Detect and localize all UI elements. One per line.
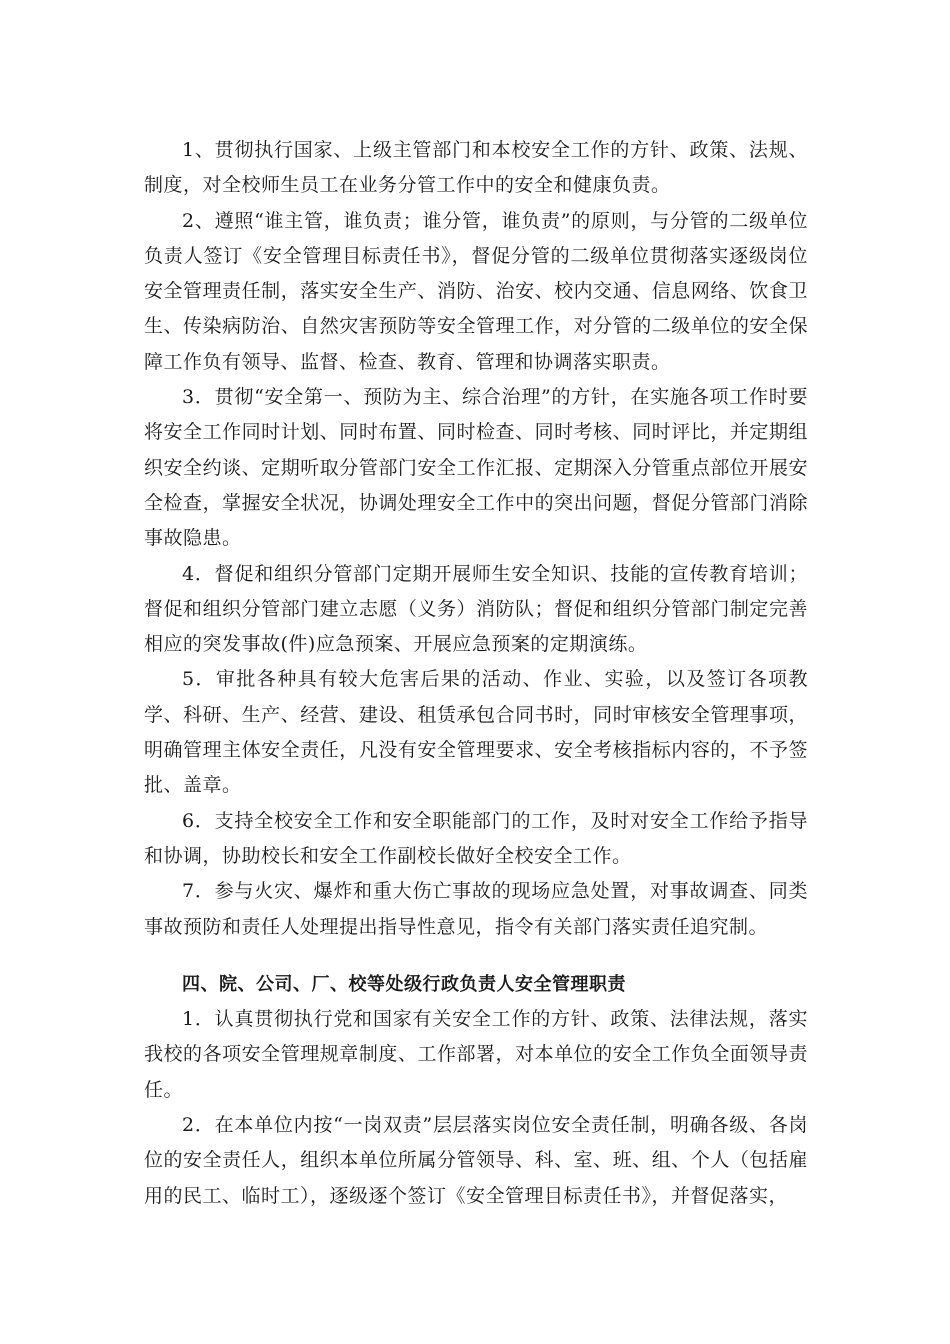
document-body — [144, 133, 808, 1214]
paragraph-s3-6: 6．支持全校安全工作和安全职能部门的工作，及时对安全工作给予指导和协调，协助校长和安全工作副校长做好全校安全工作。 — [144, 809, 808, 867]
paragraph-s3-7: 7．参与火灾、爆炸和重大伤亡事故的现场应急处置，对事故调查、同类事故预防和责任人处理提出指导性意见，指令有关部门落实责任追究制。 — [144, 880, 808, 938]
paragraph-s3-2: 2、遵照“谁主管，谁负责；谁分管，谁负责”的原则，与分管的二级单位负责人签订《安全管理目标责任书》，督促分管的二级单位贯彻落实逐级岗位安全管理责任制，落实安全生产、消防、治安、校内交通、信息网络、饮食卫生、传染病防治、自然灾害预防等安全管理工作，对分管的二级单位的安全保障工作负有领导、监督、检查、教育、管理和协调落实职责。 — [144, 209, 808, 373]
paragraph-s3-4: 4．督促和组织分管部门定期开展师生安全知识、技能的宣传教育培训；督促和组织分管部门建立志愿（义务）消防队；督促和组织分管部门制定完善相应的突发事故(件)应急预案、开展应急预案的定期演练。 — [144, 562, 808, 656]
paragraph-s3-5: 5．审批各种具有较大危害后果的活动、作业、实验，以及签订各项教学、科研、生产、经营、建设、租赁承包合同书时，同时审核安全管理事项，明确管理主体安全责任，凡没有安全管理要求、安全考核指标内容的，不予签批、盖章。 — [144, 668, 808, 797]
paragraph-s4-2: 2．在本单位内按“一岗双责”层层落实岗位安全责任制，明确各级、各岗位的安全责任人，组织本单位所属分管领导、科、室、班、组、个人（包括雇用的民工、临时工），逐级逐个签订《安全管理目标责任书》，并督促落实， — [144, 1114, 808, 1207]
paragraph-s3-1: 1、贯彻执行国家、上级主管部门和本校安全工作的方针、政策、法规、制度，对全校师生员工在业务分管工作中的安全和健康负责。 — [144, 139, 808, 197]
paragraph-s4-1: 1．认真贯彻执行党和国家有关安全工作的方针、政策、法律法规，落实我校的各项安全管理规章制度、工作部署，对本单位的安全工作负全面领导责任。 — [144, 1008, 808, 1101]
section-heading: 四、院、公司、厂、校等处级行政负责人安全管理职责 — [182, 973, 626, 995]
paragraph-s3-3: 3．贯彻“安全第一、预防为主、综合治理”的方针，在实施各项工作时要将安全工作同时计划、同时布置、同时检查、同时考核、同时评比，并定期组织安全约谈、定期听取分管部门安全工作汇报、定期深入分管重点部位开展安全检查，掌握安全状况，协调处理安全工作中的突出问题，督促分管部门消除事故隐患。 — [144, 386, 808, 550]
